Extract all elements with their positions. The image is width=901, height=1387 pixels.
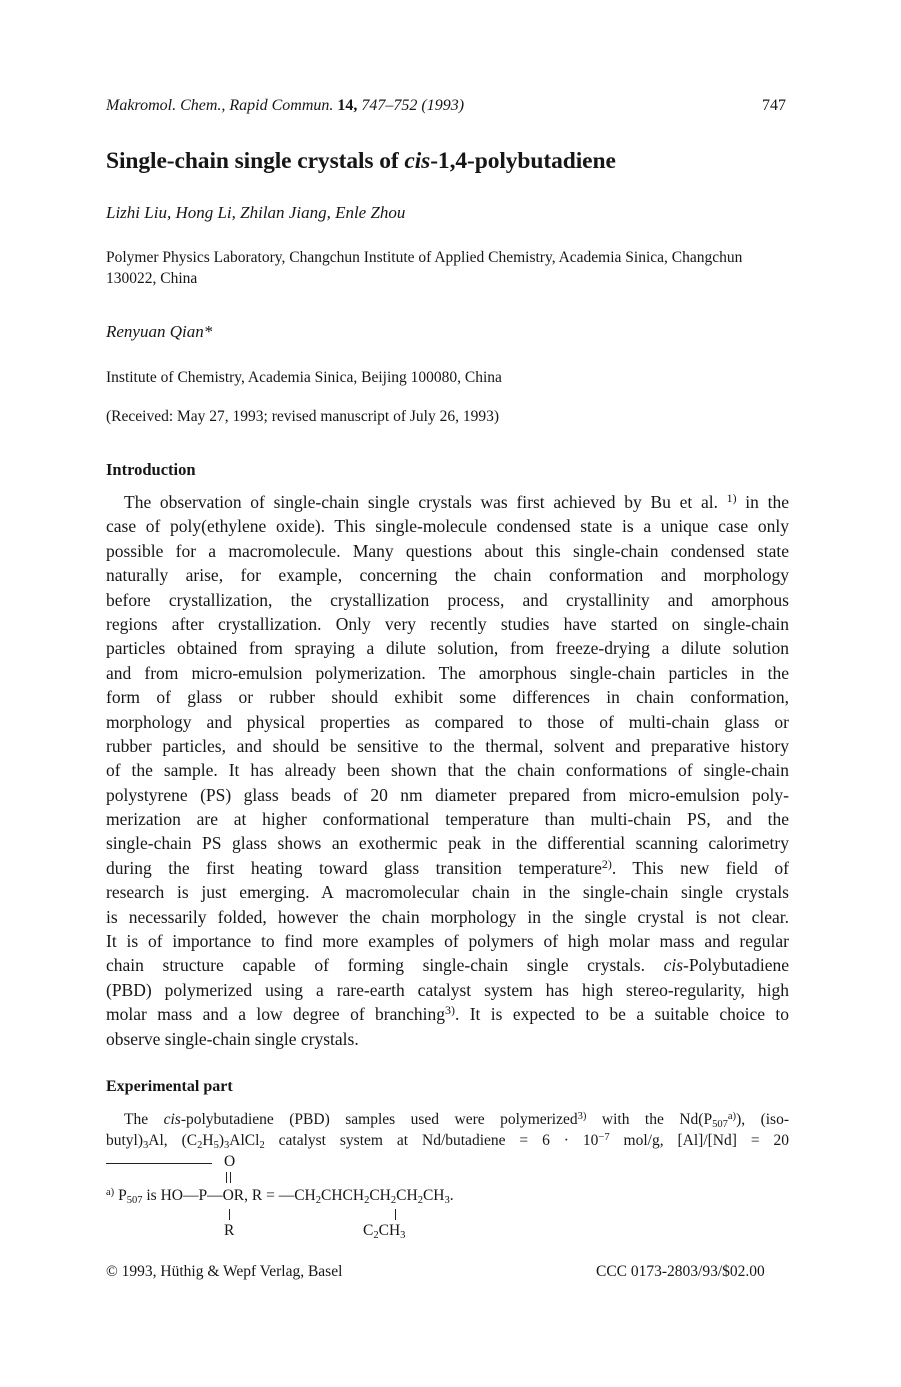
article-title: [106, 148, 616, 175]
intro-line: before crystallization, the crystallization process, and crystallinity and amorphous: [106, 589, 789, 610]
intro-line: The observation of single-chain single crystals was first achieved by Bu et al. $^{1)}$ in the: [124, 491, 790, 512]
bond-line-branch: [395, 1209, 396, 1220]
footnote-formula: $^{a)}$ $P_{507}$ is HO—P—OR, $R = —CH_2CHCH_2CH_2CH_2CH_3$.: [106, 1186, 454, 1206]
page-number: 747: [762, 97, 786, 114]
experimental-body: [106, 1109, 789, 1151]
intro-line: particles obtained from spraying a dilute solution, from freeze-drying a dilute solution: [106, 638, 789, 659]
intro-line: form of glass or rubber should exhibit some differences in chain conformation,: [106, 687, 789, 708]
intro-line: merization are at higher conformational temperature than multi-chain PS, and the: [106, 809, 789, 830]
experimental-heading: Experimental part: [106, 1078, 233, 1095]
journal-volume: 14,: [337, 97, 358, 114]
running-head: [106, 97, 464, 115]
ccc-code: CCC 0173-2803/93/$02.00: [596, 1263, 765, 1280]
intro-line: polystyrene (PS) glass beads of 20 nm diameter prepared from micro-emulsion poly-: [106, 784, 789, 805]
received-dates: (Received: May 27, 1993; revised manuscript of July 26, 1993): [106, 408, 500, 425]
intro-line: (PBD) polymerized using a rare-earth catalyst system has high stereo-regularity, high: [106, 979, 789, 1000]
copyright-line: © 1993, Hüthig & Wepf Verlag, Basel: [106, 1263, 343, 1280]
bond-line-p: [229, 1209, 230, 1220]
journal-pages-year: 747–752 (1993): [361, 97, 465, 114]
citation-ref: 2): [601, 856, 612, 871]
title-italic: cis: [404, 148, 431, 174]
affiliation-2: Institute of Chemistry, Academia Sinica, Beijing 100080, China: [106, 369, 502, 386]
author-list: Lizhi Liu, Hong Li, Zhilan Jiang, Enle Zhou: [106, 203, 406, 222]
intro-line: rubber particles, and should be sensitive to the thermal, solvent and preparative history: [106, 735, 789, 756]
experimental-line: $butyl)_3Al$, $(C_2H_5)_3AlCl_2$ catalyst system at Nd/butadiene = $6 \cdot 10^{-7}$ mol/g, [Al]/[Nd] = 20: [106, 1131, 789, 1151]
intro-line: It is of importance to find more examples of polymers of high molar mass and regular: [106, 931, 789, 952]
intro-line: and from micro-emulsion polymerization. The amorphous single-chain particles in the: [106, 662, 789, 683]
phosphoryl-oxygen: O: [224, 1153, 236, 1170]
citation-ref: 1): [726, 491, 737, 506]
introduction-heading: Introduction: [106, 460, 196, 479]
ethyl-branch: $C_2CH_3$: [363, 1222, 406, 1241]
intro-line: chain structure capable of forming single-chain single crystals. cis-Polybutadiene: [106, 955, 789, 976]
citation-ref: 3): [445, 1003, 455, 1018]
intro-line: molar mass and a low degree of branching$^{3)}$. It is expected to be a suitable choice to: [106, 1003, 789, 1025]
intro-line: of the sample. It has already been shown that the chain conformations of single-chain: [106, 760, 789, 781]
double-bond: [226, 1172, 232, 1183]
introduction-body: [106, 490, 789, 1051]
substituent-r: R: [224, 1222, 235, 1239]
affiliation-1: Polymer Physics Laboratory, Changchun Institute of Applied Chemistry, Academia Sinica, Changchun 130022, China: [106, 249, 743, 287]
intro-line: possible for a macromolecule. Many questions about this single-chain condensed state: [106, 540, 789, 561]
intro-line: is necessarily folded, however the chain morphology in the single crystal is not clear.: [106, 906, 789, 927]
intro-line: during the first heating toward glass transition temperature$^{2)}$. This new field of: [106, 856, 789, 878]
intro-line: case of poly(ethylene oxide). This single-molecule condensed state is a unique case only: [106, 516, 789, 537]
experimental-line: The cis-polybutadiene (PBD) samples used were polymerized$^{3)}$ with the $Nd(P_{507}^{a)})$, (iso-: [124, 1110, 789, 1130]
intro-line: observe single-chain single crystals.: [106, 1028, 359, 1049]
footnote-rule: [106, 1163, 212, 1164]
intro-line: morphology and physical properties as compared to those of multi-chain glass or: [106, 711, 789, 732]
title-suffix: -1,4-polybutadiene: [430, 148, 616, 174]
intro-line: regions after crystallization. Only very recently studies have started on single-chain: [106, 613, 789, 634]
intro-line: single-chain PS glass shows an exothermic peak in the differential scanning calorimetry: [106, 833, 789, 854]
intro-line: research is just emerging. A macromolecular chain in the single-chain single crystals: [106, 882, 789, 903]
intro-line: naturally arise, for example, concerning the chain conformation and morphology: [106, 565, 789, 586]
corresponding-author: Renyuan Qian*: [106, 322, 213, 341]
title-prefix: Single-chain single crystals of: [106, 148, 405, 174]
journal-name: Makromol. Chem., Rapid Commun.: [106, 97, 334, 114]
